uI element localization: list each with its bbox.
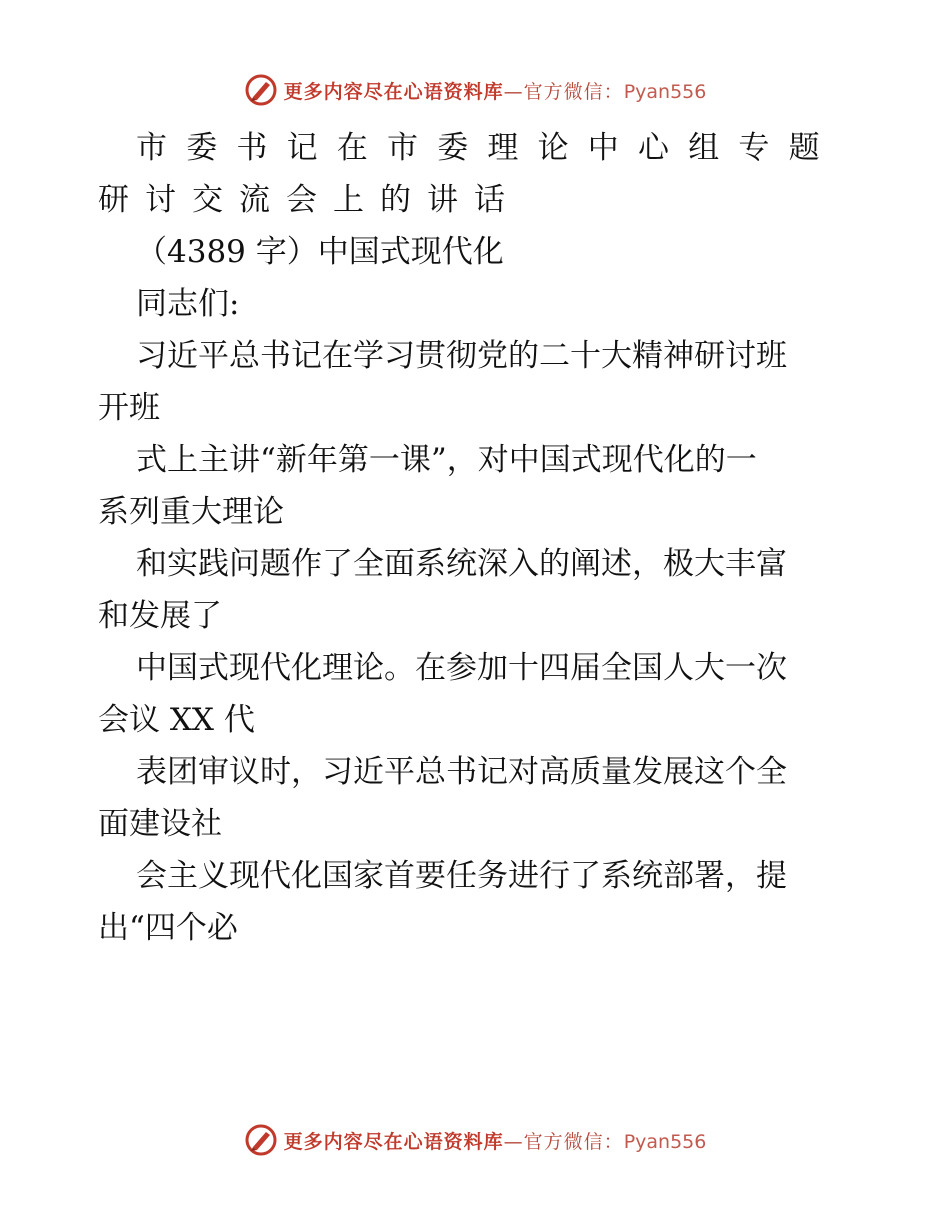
doc-title-line1: 市委书记在市委理论中心组专题 — [136, 130, 839, 166]
body-lines — [98, 330, 858, 954]
body-line: 系列重大理论 — [98, 494, 284, 530]
body-line: 习近平总书记在学习贯彻党的二十大精神研讨班 — [136, 338, 787, 374]
body-line: 开班 — [98, 390, 160, 426]
body-line: 会议 XX 代 — [98, 702, 255, 738]
body-line: 面建设社 — [98, 806, 222, 842]
banner-dash: — — [503, 80, 524, 103]
document-body — [98, 122, 858, 954]
doc-subtitle: （4389 字）中国式现代化 — [136, 234, 504, 270]
banner-sub: 官方微信： — [523, 80, 624, 103]
banner-main: 更多内容尽在心语资料库 — [283, 80, 504, 103]
banner-main: 更多内容尽在心语资料库 — [283, 1130, 504, 1153]
doc-salutation: 同志们: — [136, 286, 240, 322]
body-line: 中国式现代化理论。在参加十四届全国人大一次 — [136, 650, 787, 686]
body-line: 出“四个必 — [98, 910, 238, 946]
banner-dash: — — [503, 1130, 524, 1153]
pen-seal-icon — [244, 1123, 278, 1157]
banner-text — [284, 77, 707, 104]
body-line: 会主义现代化国家首要任务进行了系统部署，提 — [136, 858, 787, 894]
pen-seal-icon — [244, 73, 278, 107]
body-line: 和发展了 — [98, 598, 222, 634]
doc-title-line2: 研讨交流会上的讲话 — [98, 182, 521, 218]
body-line: 表团审议时，习近平总书记对高质量发展这个全 — [136, 754, 787, 790]
banner-wechat: Pyan556 — [623, 1130, 707, 1153]
banner-text — [284, 1127, 707, 1154]
footer-banner — [0, 1120, 950, 1160]
banner-wechat: Pyan556 — [623, 80, 707, 103]
banner-sub: 官方微信： — [523, 1130, 624, 1153]
body-line: 式上主讲“新年第一课”，对中国式现代化的一 — [136, 442, 757, 478]
header-banner — [0, 70, 950, 110]
body-line: 和实践问题作了全面系统深入的阐述，极大丰富 — [136, 546, 787, 582]
